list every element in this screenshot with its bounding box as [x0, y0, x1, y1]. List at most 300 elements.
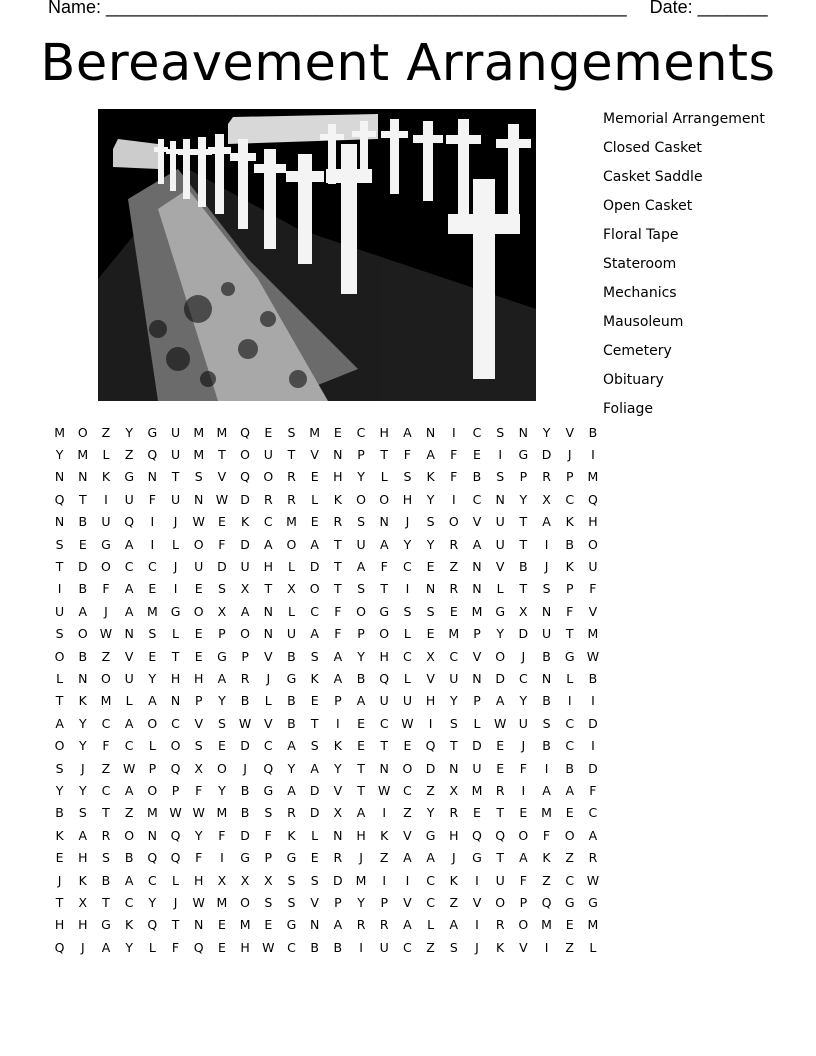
grid-letter[interactable]: R: [379, 917, 389, 933]
grid-letter[interactable]: O: [402, 760, 413, 776]
grid-letter[interactable]: E: [194, 626, 203, 642]
grid-letter[interactable]: Q: [54, 491, 65, 507]
grid-letter[interactable]: I: [498, 447, 502, 463]
grid-letter[interactable]: B: [240, 693, 250, 709]
grid-letter[interactable]: M: [100, 693, 112, 709]
grid-letter[interactable]: F: [102, 581, 110, 597]
grid-letter[interactable]: U: [286, 626, 297, 642]
grid-letter[interactable]: I: [405, 581, 410, 597]
grid-letter[interactable]: V: [588, 603, 598, 619]
grid-letter[interactable]: S: [264, 894, 273, 910]
grid-letter[interactable]: N: [54, 514, 65, 530]
grid-letter[interactable]: V: [124, 648, 134, 664]
grid-letter[interactable]: J: [173, 894, 178, 910]
grid-letter[interactable]: N: [449, 760, 459, 776]
grid-letter[interactable]: U: [495, 514, 505, 530]
grid-letter[interactable]: F: [542, 827, 551, 843]
grid-letter[interactable]: G: [286, 917, 297, 933]
grid-letter[interactable]: P: [519, 894, 528, 910]
grid-letter[interactable]: Y: [218, 782, 226, 798]
grid-letter[interactable]: Q: [240, 469, 251, 485]
grid-letter[interactable]: K: [240, 514, 250, 530]
grid-letter[interactable]: G: [101, 536, 111, 552]
grid-letter[interactable]: I: [220, 850, 224, 866]
grid-letter[interactable]: R: [287, 469, 296, 485]
grid-letter[interactable]: C: [403, 939, 412, 955]
grid-letter[interactable]: J: [521, 738, 526, 754]
grid-letter[interactable]: V: [495, 559, 505, 575]
grid-letter[interactable]: E: [565, 917, 574, 933]
grid-letter[interactable]: I: [475, 917, 479, 933]
grid-letter[interactable]: M: [471, 603, 483, 619]
grid-letter[interactable]: W: [238, 715, 252, 731]
grid-letter[interactable]: V: [403, 894, 412, 910]
grid-letter[interactable]: X: [519, 603, 528, 619]
grid-letter[interactable]: R: [263, 491, 273, 507]
grid-letter[interactable]: R: [495, 782, 505, 798]
grid-letter[interactable]: B: [287, 693, 296, 709]
grid-letter[interactable]: N: [54, 469, 65, 485]
grid-letter[interactable]: G: [518, 447, 529, 463]
grid-letter[interactable]: Y: [218, 693, 226, 709]
grid-letter[interactable]: J: [451, 850, 456, 866]
grid-letter[interactable]: I: [150, 514, 155, 530]
grid-letter[interactable]: J: [521, 648, 526, 664]
grid-letter[interactable]: V: [403, 827, 412, 843]
grid-letter[interactable]: D: [541, 447, 552, 463]
grid-letter[interactable]: E: [449, 603, 458, 619]
grid-letter[interactable]: T: [519, 581, 528, 597]
grid-letter[interactable]: K: [333, 491, 342, 507]
grid-letter[interactable]: C: [147, 559, 157, 575]
grid-letter[interactable]: C: [565, 738, 575, 754]
grid-letter[interactable]: L: [287, 559, 295, 575]
grid-letter[interactable]: O: [240, 626, 251, 642]
grid-letter[interactable]: T: [264, 581, 273, 597]
grid-letter[interactable]: T: [287, 447, 296, 463]
grid-letter[interactable]: O: [495, 894, 506, 910]
grid-letter[interactable]: H: [54, 917, 65, 933]
grid-letter[interactable]: C: [263, 514, 273, 530]
grid-letter[interactable]: G: [472, 850, 482, 866]
grid-letter[interactable]: A: [403, 850, 412, 866]
grid-letter[interactable]: C: [472, 424, 482, 440]
grid-letter[interactable]: Q: [263, 760, 274, 776]
grid-letter[interactable]: M: [541, 805, 552, 821]
grid-letter[interactable]: L: [496, 581, 504, 597]
grid-letter[interactable]: K: [565, 514, 574, 530]
grid-letter[interactable]: N: [194, 917, 204, 933]
grid-letter[interactable]: O: [518, 827, 529, 843]
grid-letter[interactable]: N: [147, 469, 158, 485]
grid-letter[interactable]: L: [172, 872, 180, 888]
grid-letter[interactable]: D: [309, 559, 320, 575]
grid-letter[interactable]: W: [192, 894, 205, 910]
grid-letter[interactable]: N: [472, 670, 482, 686]
grid-letter[interactable]: F: [195, 850, 203, 866]
grid-letter[interactable]: I: [173, 581, 178, 597]
grid-letter[interactable]: H: [379, 648, 389, 664]
grid-letter[interactable]: N: [541, 603, 552, 619]
grid-letter[interactable]: W: [192, 805, 205, 821]
grid-letter[interactable]: M: [587, 917, 599, 933]
grid-letter[interactable]: L: [125, 693, 133, 709]
grid-letter[interactable]: G: [286, 850, 297, 866]
grid-letter[interactable]: F: [519, 872, 527, 888]
grid-letter[interactable]: G: [263, 782, 274, 798]
grid-letter[interactable]: B: [240, 805, 250, 821]
grid-letter[interactable]: W: [169, 805, 182, 821]
grid-letter[interactable]: O: [77, 424, 88, 440]
grid-letter[interactable]: I: [104, 491, 108, 507]
grid-letter[interactable]: O: [356, 491, 366, 507]
grid-letter[interactable]: F: [566, 603, 574, 619]
grid-letter[interactable]: S: [542, 581, 551, 597]
grid-letter[interactable]: A: [287, 738, 296, 754]
grid-letter[interactable]: V: [565, 424, 574, 440]
grid-letter[interactable]: T: [357, 760, 365, 776]
grid-letter[interactable]: I: [544, 939, 549, 955]
grid-letter[interactable]: H: [78, 917, 88, 933]
grid-letter[interactable]: L: [380, 469, 388, 485]
grid-letter[interactable]: B: [542, 738, 551, 754]
grid-letter[interactable]: Z: [379, 850, 389, 866]
grid-letter[interactable]: R: [333, 850, 343, 866]
grid-letter[interactable]: S: [357, 581, 365, 597]
grid-letter[interactable]: U: [263, 447, 273, 463]
grid-letter[interactable]: O: [495, 648, 506, 664]
grid-letter[interactable]: B: [287, 648, 296, 664]
grid-letter[interactable]: B: [333, 939, 343, 955]
grid-letter[interactable]: E: [217, 939, 226, 955]
grid-letter[interactable]: N: [541, 670, 552, 686]
grid-letter[interactable]: X: [217, 872, 227, 888]
grid-letter[interactable]: V: [194, 715, 203, 731]
grid-letter[interactable]: C: [124, 559, 134, 575]
grid-letter[interactable]: W: [586, 648, 600, 664]
grid-letter[interactable]: C: [356, 424, 366, 440]
grid-letter[interactable]: T: [496, 850, 504, 866]
grid-letter[interactable]: L: [102, 447, 110, 463]
grid-letter[interactable]: F: [218, 536, 226, 552]
grid-letter[interactable]: G: [147, 424, 158, 440]
grid-letter[interactable]: Y: [78, 782, 87, 798]
grid-letter[interactable]: C: [449, 648, 459, 664]
grid-letter[interactable]: A: [124, 536, 134, 552]
grid-letter[interactable]: G: [124, 469, 134, 485]
grid-letter[interactable]: D: [240, 536, 250, 552]
grid-letter[interactable]: A: [333, 917, 343, 933]
grid-letter[interactable]: J: [243, 760, 247, 776]
grid-letter[interactable]: L: [148, 738, 156, 754]
grid-letter[interactable]: Y: [519, 491, 528, 507]
grid-letter[interactable]: S: [287, 424, 296, 440]
grid-letter[interactable]: S: [403, 469, 412, 485]
grid-letter[interactable]: M: [193, 447, 205, 463]
grid-letter[interactable]: U: [472, 760, 482, 776]
grid-letter[interactable]: E: [333, 424, 342, 440]
grid-letter[interactable]: A: [379, 536, 389, 552]
grid-letter[interactable]: T: [171, 917, 180, 933]
grid-letter[interactable]: T: [565, 626, 574, 642]
grid-letter[interactable]: U: [170, 447, 181, 463]
grid-letter[interactable]: N: [472, 559, 482, 575]
grid-letter[interactable]: X: [78, 894, 88, 910]
grid-letter[interactable]: U: [194, 559, 204, 575]
grid-letter[interactable]: U: [402, 693, 412, 709]
grid-letter[interactable]: F: [195, 782, 203, 798]
grid-letter[interactable]: V: [310, 447, 319, 463]
grid-letter[interactable]: P: [565, 469, 574, 485]
grid-letter[interactable]: G: [217, 648, 227, 664]
grid-letter[interactable]: C: [472, 491, 482, 507]
grid-letter[interactable]: S: [264, 805, 273, 821]
grid-letter[interactable]: K: [565, 559, 574, 575]
grid-letter[interactable]: S: [55, 536, 64, 552]
grid-letter[interactable]: O: [356, 603, 366, 619]
grid-letter[interactable]: L: [427, 917, 435, 933]
grid-letter[interactable]: Q: [170, 827, 181, 843]
grid-letter[interactable]: C: [588, 805, 598, 821]
grid-letter[interactable]: R: [449, 536, 459, 552]
grid-letter[interactable]: D: [472, 738, 482, 754]
grid-letter[interactable]: E: [310, 850, 319, 866]
grid-letter[interactable]: G: [425, 827, 436, 843]
grid-letter[interactable]: N: [425, 581, 436, 597]
grid-letter[interactable]: I: [336, 715, 340, 731]
grid-letter[interactable]: Y: [125, 939, 133, 955]
grid-letter[interactable]: B: [356, 670, 366, 686]
grid-letter[interactable]: O: [54, 648, 65, 664]
grid-letter[interactable]: M: [587, 626, 599, 642]
grid-letter[interactable]: H: [194, 670, 204, 686]
grid-letter[interactable]: M: [239, 917, 251, 933]
grid-letter[interactable]: D: [518, 626, 529, 642]
grid-letter[interactable]: N: [472, 581, 482, 597]
grid-letter[interactable]: K: [78, 693, 87, 709]
grid-letter[interactable]: O: [448, 514, 459, 530]
grid-letter[interactable]: X: [240, 872, 250, 888]
grid-letter[interactable]: E: [217, 917, 226, 933]
grid-letter[interactable]: S: [449, 715, 458, 731]
grid-letter[interactable]: E: [310, 514, 319, 530]
grid-letter[interactable]: E: [473, 447, 481, 463]
grid-letter[interactable]: F: [171, 939, 180, 955]
grid-letter[interactable]: F: [148, 491, 156, 507]
grid-letter[interactable]: J: [266, 670, 271, 686]
grid-letter[interactable]: A: [519, 850, 528, 866]
grid-letter[interactable]: S: [102, 850, 110, 866]
grid-letter[interactable]: N: [263, 603, 273, 619]
grid-letter[interactable]: Y: [426, 805, 435, 821]
grid-letter[interactable]: K: [55, 827, 64, 843]
grid-letter[interactable]: A: [403, 424, 412, 440]
grid-letter[interactable]: F: [519, 760, 527, 776]
grid-letter[interactable]: T: [449, 738, 458, 754]
grid-letter[interactable]: I: [544, 760, 549, 776]
grid-letter[interactable]: L: [264, 693, 272, 709]
grid-letter[interactable]: O: [193, 603, 204, 619]
grid-letter[interactable]: F: [264, 827, 272, 843]
grid-letter[interactable]: A: [78, 827, 88, 843]
grid-letter[interactable]: U: [170, 491, 181, 507]
grid-letter[interactable]: L: [172, 536, 180, 552]
grid-letter[interactable]: S: [78, 805, 87, 821]
grid-letter[interactable]: Y: [357, 894, 365, 910]
grid-letter[interactable]: T: [334, 559, 342, 575]
grid-letter[interactable]: D: [309, 782, 320, 798]
grid-letter[interactable]: M: [541, 917, 552, 933]
grid-letter[interactable]: W: [493, 715, 507, 731]
grid-letter[interactable]: B: [287, 715, 296, 731]
grid-letter[interactable]: V: [519, 939, 528, 955]
grid-letter[interactable]: A: [124, 872, 134, 888]
grid-letter[interactable]: Y: [519, 693, 528, 709]
grid-letter[interactable]: Y: [125, 424, 133, 440]
grid-letter[interactable]: A: [264, 536, 273, 552]
grid-letter[interactable]: D: [495, 670, 505, 686]
grid-letter[interactable]: G: [379, 603, 390, 619]
grid-letter[interactable]: I: [382, 872, 387, 888]
grid-letter[interactable]: O: [286, 536, 297, 552]
grid-letter[interactable]: C: [147, 872, 157, 888]
grid-letter[interactable]: B: [588, 424, 598, 440]
grid-letter[interactable]: I: [57, 581, 62, 597]
grid-letter[interactable]: C: [403, 559, 412, 575]
grid-letter[interactable]: R: [101, 827, 111, 843]
grid-letter[interactable]: E: [148, 648, 157, 664]
grid-letter[interactable]: M: [216, 894, 228, 910]
grid-letter[interactable]: B: [542, 693, 551, 709]
grid-letter[interactable]: Y: [148, 894, 157, 910]
grid-letter[interactable]: E: [426, 559, 435, 575]
grid-letter[interactable]: O: [379, 491, 390, 507]
grid-letter[interactable]: L: [311, 827, 319, 843]
grid-letter[interactable]: W: [586, 872, 600, 888]
grid-letter[interactable]: C: [101, 715, 111, 731]
grid-letter[interactable]: P: [334, 693, 342, 709]
grid-letter[interactable]: U: [379, 693, 389, 709]
grid-letter[interactable]: Z: [101, 760, 111, 776]
grid-letter[interactable]: N: [333, 447, 343, 463]
grid-letter[interactable]: Z: [426, 782, 435, 798]
grid-letter[interactable]: S: [310, 872, 319, 888]
grid-letter[interactable]: N: [379, 514, 389, 530]
grid-letter[interactable]: R: [333, 514, 343, 530]
grid-letter[interactable]: U: [495, 872, 505, 888]
grid-letter[interactable]: C: [403, 782, 412, 798]
grid-letter[interactable]: E: [403, 738, 412, 754]
grid-letter[interactable]: M: [355, 872, 367, 888]
grid-letter[interactable]: Z: [124, 805, 134, 821]
grid-letter[interactable]: Q: [124, 514, 135, 530]
grid-letter[interactable]: S: [426, 603, 435, 619]
grid-letter[interactable]: H: [402, 491, 413, 507]
grid-letter[interactable]: Y: [194, 827, 203, 843]
grid-letter[interactable]: E: [496, 760, 505, 776]
grid-letter[interactable]: E: [496, 738, 505, 754]
grid-letter[interactable]: V: [217, 469, 227, 485]
grid-letter[interactable]: S: [426, 514, 435, 530]
grid-letter[interactable]: Z: [565, 939, 574, 955]
grid-letter[interactable]: G: [495, 603, 505, 619]
grid-letter[interactable]: D: [240, 827, 250, 843]
grid-letter[interactable]: O: [124, 827, 135, 843]
grid-letter[interactable]: L: [287, 603, 295, 619]
grid-letter[interactable]: P: [334, 894, 342, 910]
grid-letter[interactable]: A: [495, 693, 505, 709]
grid-letter[interactable]: E: [78, 536, 87, 552]
grid-letter[interactable]: K: [449, 872, 458, 888]
grid-letter[interactable]: E: [357, 715, 365, 731]
grid-letter[interactable]: O: [54, 738, 65, 754]
grid-letter[interactable]: O: [564, 827, 575, 843]
grid-letter[interactable]: S: [217, 581, 226, 597]
grid-letter[interactable]: J: [104, 603, 108, 619]
grid-letter[interactable]: Z: [449, 894, 459, 910]
grid-letter[interactable]: X: [542, 491, 551, 507]
grid-letter[interactable]: O: [518, 917, 529, 933]
grid-letter[interactable]: Q: [147, 850, 158, 866]
grid-letter[interactable]: B: [78, 514, 88, 530]
grid-letter[interactable]: N: [170, 693, 181, 709]
grid-letter[interactable]: O: [147, 715, 158, 731]
grid-letter[interactable]: I: [359, 939, 363, 955]
grid-letter[interactable]: N: [194, 491, 204, 507]
grid-letter[interactable]: B: [565, 760, 574, 776]
grid-letter[interactable]: V: [333, 782, 343, 798]
grid-letter[interactable]: Y: [334, 760, 342, 776]
grid-letter[interactable]: R: [449, 805, 459, 821]
grid-letter[interactable]: T: [380, 581, 389, 597]
grid-letter[interactable]: C: [101, 782, 111, 798]
grid-letter[interactable]: I: [451, 491, 456, 507]
grid-letter[interactable]: X: [217, 603, 227, 619]
grid-letter[interactable]: T: [310, 715, 319, 731]
grid-letter[interactable]: M: [471, 782, 483, 798]
grid-letter[interactable]: U: [170, 424, 181, 440]
grid-letter[interactable]: J: [173, 559, 178, 575]
grid-letter[interactable]: B: [55, 805, 64, 821]
grid-letter[interactable]: L: [148, 939, 156, 955]
grid-letter[interactable]: O: [170, 738, 181, 754]
grid-letter[interactable]: E: [148, 581, 157, 597]
grid-letter[interactable]: O: [147, 782, 158, 798]
grid-letter[interactable]: D: [309, 805, 320, 821]
grid-letter[interactable]: N: [309, 917, 320, 933]
grid-letter[interactable]: A: [426, 850, 435, 866]
grid-letter[interactable]: B: [542, 648, 551, 664]
grid-letter[interactable]: V: [264, 648, 273, 664]
grid-letter[interactable]: H: [333, 469, 343, 485]
grid-letter[interactable]: Q: [147, 917, 158, 933]
grid-letter[interactable]: U: [449, 670, 459, 686]
grid-letter[interactable]: E: [310, 693, 319, 709]
grid-letter[interactable]: K: [310, 670, 319, 686]
grid-letter[interactable]: P: [241, 648, 249, 664]
grid-letter[interactable]: S: [449, 939, 458, 955]
grid-letter[interactable]: T: [78, 491, 87, 507]
grid-letter[interactable]: S: [310, 738, 319, 754]
grid-letter[interactable]: Q: [379, 670, 390, 686]
grid-letter[interactable]: Y: [496, 626, 504, 642]
grid-letter[interactable]: G: [286, 670, 297, 686]
grid-letter[interactable]: O: [101, 670, 111, 686]
grid-letter[interactable]: T: [334, 581, 342, 597]
grid-letter[interactable]: S: [496, 424, 505, 440]
grid-letter[interactable]: W: [401, 715, 414, 731]
grid-letter[interactable]: K: [101, 469, 111, 485]
